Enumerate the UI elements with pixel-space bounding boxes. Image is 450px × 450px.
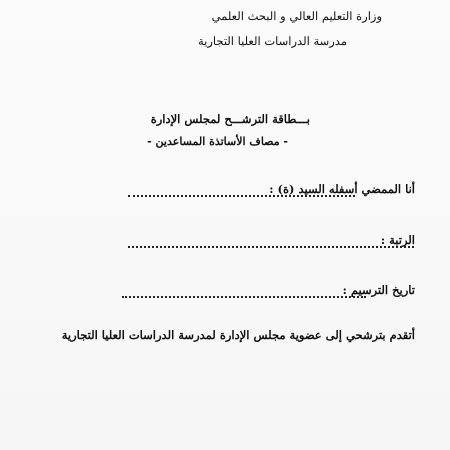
- tenure-date-field: [55, 283, 415, 299]
- rank-field-blank: [128, 246, 414, 248]
- tenure-date-field-blank: [122, 296, 366, 298]
- rank-field: [55, 233, 415, 249]
- rank-field-label: الرتبة :: [380, 233, 415, 247]
- school-header: مدرسة الدراسات العليا التجارية: [197, 34, 347, 48]
- ministry-header: وزارة التعليم العالي و البحث العلمي: [211, 9, 382, 23]
- form-subtitle: - مصاف الأساتذة المساعدين -: [147, 135, 288, 148]
- form-title: بـــطاقة الترشـــح لمجلس الإدارة: [150, 112, 310, 126]
- candidacy-statement: أتقدم بترشحي إلى عضوية مجلس الإدارة لمدرسة الدراسات العليا التجارية: [61, 328, 415, 342]
- name-field-label: أنا الممضي أسفله السيد (ة) :: [269, 182, 415, 196]
- name-field-blank: [128, 195, 355, 197]
- name-field: [55, 182, 415, 198]
- tenure-date-field-label: تاريخ الترسيم :: [342, 283, 415, 297]
